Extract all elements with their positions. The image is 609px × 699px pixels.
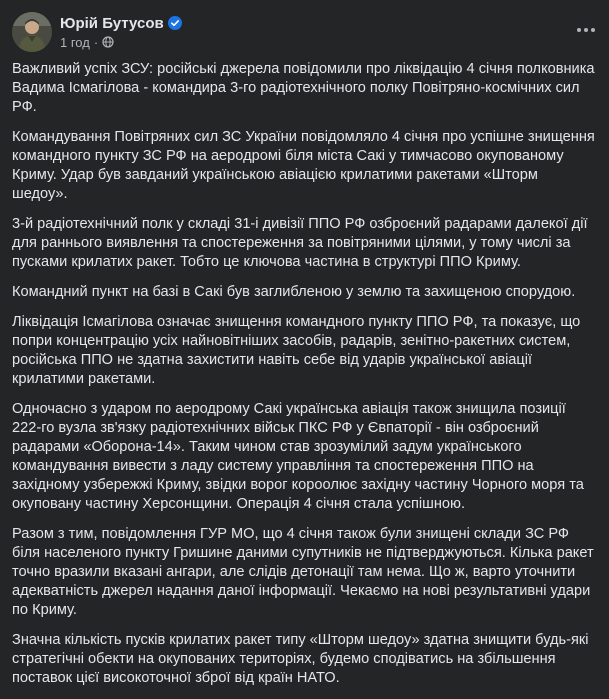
post-timestamp[interactable]: 1 год [60, 34, 90, 50]
post-paragraph: Разом з тим, повідомлення ГУР МО, що 4 січня також були знищені склади ЗС РФ біля населеного пункту Гришине даними супутників не підтверджуються. Кілька ракет точно вразили вказані ангари, але слідів детонації там нема. Що ж, варто уточнити адекватність джерел надання даної інформації. Чекаємо на нові результативні удари по Криму. [12, 526, 594, 618]
post-paragraph: Значна кількість пусків крилатих ракет типу «Шторм шедоу» здатна знищити будь-які стратегічні обекти на окупованих територіях, будемо сподіватись на збільшення поставок цієї високоточної зброї від країн НАТО. [12, 632, 589, 686]
author-row [60, 14, 182, 32]
author-name[interactable]: Юрій Бутусов [60, 14, 164, 32]
more-dots-icon[interactable] [575, 22, 597, 38]
post-body [12, 60, 597, 699]
author-avatar[interactable] [12, 12, 52, 52]
meta-separator: · [93, 34, 99, 50]
verified-badge-icon [168, 16, 182, 30]
post-paragraph: Командний пункт на базі в Сакі був заглибленою у землю та захищеною спорудою. [12, 284, 576, 300]
post-meta [60, 34, 114, 50]
post-header [0, 0, 609, 58]
post-paragraph: Важливий успіх ЗСУ: російські джерела повідомили про ліквідацію 4 січня полковника Вадима Ісмагілова - командира 3-го радіотехнічного полку Повітряно-космічних сил РФ. [12, 61, 595, 115]
post-paragraph: Командування Повітряних сил ЗС України повідомляло 4 січня про успішне знищення командного пункту ЗС РФ на аеродромі біля міста Сакі у тимчасово окупованому Криму. Удар був завданий українською авіацією крилатими ракетами «Шторм шедоу». [12, 129, 595, 202]
post-paragraph: Одночасно з ударом по аеродрому Сакі українська авіація також знищила позиції 222-го вузла зв'язку радіотехнічних військ ПКС РФ у Євпаторії - він озброєний радарами «Оборона-14». Таким чином став зрозумілий задум українського командування вивести з ладу систему управління та спостереження ППО на західному узбережжі Криму, звідки ворог короолює західну частину Чорного моря та окуповану частину Херсонщини. Операція 4 січня стала успішною. [12, 401, 584, 512]
post-paragraph: 3-й радіотехнічний полк у складі 31-і дивізії ППО РФ озброєний радарами далекої дії для раннього виявлення та спостереження за повітряними цілями, у тому числі за пусками крилатих ракет. Тобто це ключова частина в структурі ППО Криму. [12, 216, 588, 270]
post-paragraph: Ліквідація Ісмагілова означає знищення командного пункту ППО РФ, та показує, що попри концентрацію усіх найновітніших засобів, радарів, зенітно-ракетних систем, російська ППО не здатна захистити навіть себе від ударів української авіації крилатими ракетами. [12, 314, 581, 387]
avatar-image [12, 12, 52, 52]
globe-icon[interactable] [102, 36, 114, 48]
